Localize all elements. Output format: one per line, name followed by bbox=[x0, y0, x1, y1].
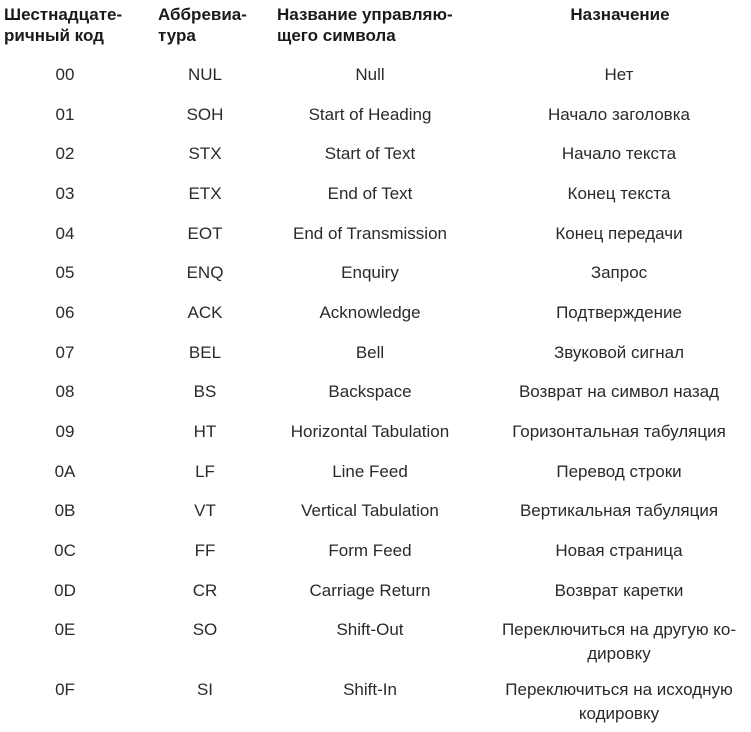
cell-abbr: BEL bbox=[188, 343, 222, 362]
cell-abbr: CR bbox=[192, 581, 218, 600]
cell-hex: 0F bbox=[55, 680, 75, 699]
cell-name: End of Transmission bbox=[292, 224, 447, 243]
cell-name: Bell bbox=[355, 343, 385, 362]
cell-hex: 02 bbox=[55, 144, 75, 163]
table-header bbox=[0, 0, 751, 56]
cell-abbr: FF bbox=[194, 541, 216, 560]
cell-abbr: LF bbox=[195, 462, 215, 481]
cell-hex: 09 bbox=[55, 422, 75, 441]
cell-abbr: HT bbox=[193, 422, 217, 441]
cell-abbr: BS bbox=[193, 382, 217, 401]
cell-hex: 0B bbox=[54, 501, 76, 520]
header-hex-code: Шестнадцате- ричный код bbox=[4, 5, 123, 45]
cell-abbr: SO bbox=[192, 620, 218, 639]
cell-name: Line Feed bbox=[332, 462, 408, 481]
cell-name: Vertical Tabulation bbox=[301, 501, 439, 520]
cell-hex: 08 bbox=[55, 382, 75, 401]
cell-hex: 0E bbox=[54, 620, 76, 639]
cell-hex: 05 bbox=[55, 263, 75, 282]
cell-hex: 03 bbox=[55, 184, 75, 203]
cell-hex: 00 bbox=[55, 65, 75, 84]
cell-name: Shift-Out bbox=[336, 620, 404, 639]
cell-hex: 04 bbox=[55, 224, 75, 243]
cell-abbr: ENQ bbox=[186, 263, 224, 282]
cell-hex: 07 bbox=[55, 343, 75, 362]
cell-abbr: SOH bbox=[186, 105, 224, 124]
cell-purpose: Перевод строки bbox=[556, 462, 682, 481]
cell-purpose: Начало заголовка bbox=[548, 105, 690, 124]
cell-hex: 0D bbox=[54, 581, 76, 600]
cell-hex: 0A bbox=[54, 462, 76, 481]
cell-abbr: VT bbox=[194, 501, 216, 520]
cell-purpose: Переключиться на другую ко- дировку bbox=[501, 620, 737, 663]
cell-name: Horizontal Tabulation bbox=[290, 422, 450, 441]
cell-abbr: ETX bbox=[188, 184, 222, 203]
cell-purpose: Нет bbox=[604, 65, 634, 84]
cell-name: Carriage Return bbox=[309, 581, 431, 600]
cell-abbr: STX bbox=[188, 144, 222, 163]
cell-purpose: Вертикальная табуляция bbox=[519, 501, 719, 520]
header-control-name: Название управляю- щего символа bbox=[277, 5, 453, 45]
cell-purpose: Новая страница bbox=[555, 541, 683, 560]
cell-abbr: SI bbox=[196, 680, 214, 699]
cell-abbr: EOT bbox=[187, 224, 223, 243]
cell-name: Form Feed bbox=[328, 541, 412, 560]
header-purpose: Назначение bbox=[570, 5, 670, 24]
cell-name: Acknowledge bbox=[319, 303, 421, 322]
cell-abbr: NUL bbox=[187, 65, 222, 84]
cell-hex: 01 bbox=[55, 105, 75, 124]
cell-purpose: Конец текста bbox=[567, 184, 671, 203]
cell-name: Start of Text bbox=[324, 144, 416, 163]
cell-abbr: ACK bbox=[187, 303, 223, 322]
cell-purpose: Конец передачи bbox=[555, 224, 683, 243]
cell-name: End of Text bbox=[327, 184, 413, 203]
cell-name: Shift-In bbox=[343, 680, 397, 699]
cell-purpose: Подтверждение bbox=[556, 303, 682, 322]
cell-purpose: Запрос bbox=[590, 263, 648, 282]
cell-name: Backspace bbox=[328, 382, 412, 401]
cell-purpose: Переключиться на исходную кодировку bbox=[505, 680, 733, 723]
cell-purpose: Возврат каретки bbox=[554, 581, 684, 600]
cell-name: Start of Heading bbox=[308, 105, 432, 124]
cell-purpose: Возврат на символ назад bbox=[518, 382, 720, 401]
header-abbreviation: Аббревиа- тура bbox=[158, 5, 247, 45]
cell-hex: 06 bbox=[55, 303, 75, 322]
cell-name: Null bbox=[355, 65, 385, 84]
cell-hex: 0C bbox=[54, 541, 76, 560]
cell-name: Enquiry bbox=[341, 263, 399, 282]
cell-purpose: Начало текста bbox=[561, 144, 677, 163]
cell-purpose: Горизонтальная табуляция bbox=[512, 422, 726, 441]
cell-purpose: Звуковой сигнал bbox=[554, 343, 684, 362]
